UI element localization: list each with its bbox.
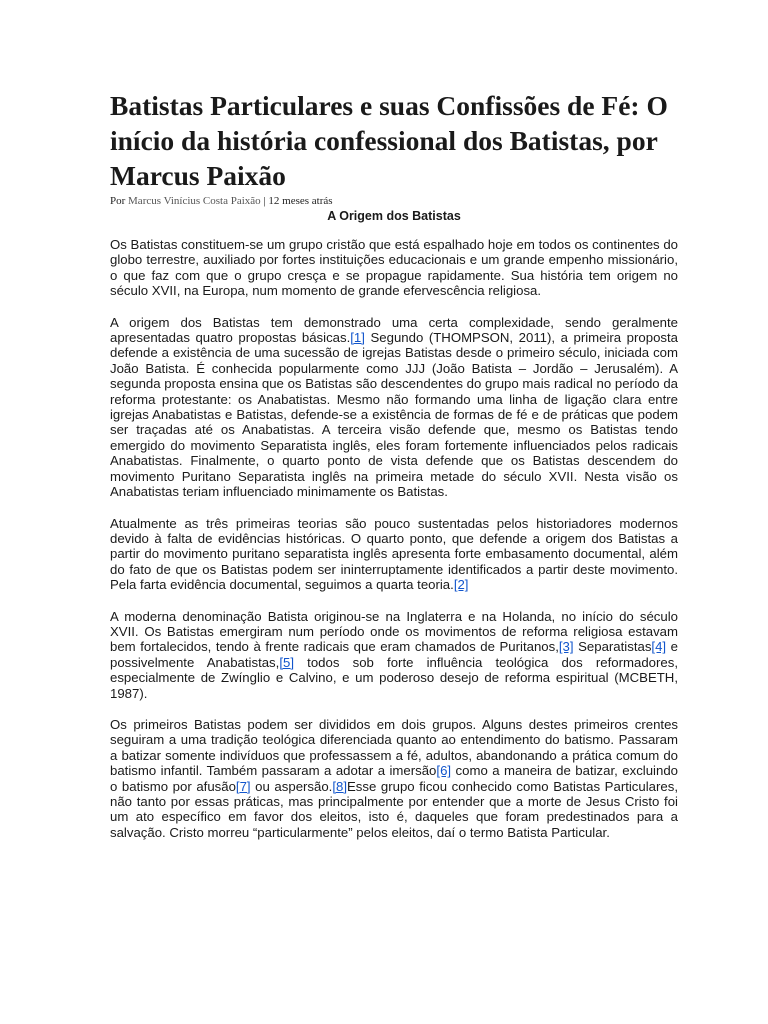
footnote-link-2[interactable]: [2] — [453, 577, 469, 593]
paragraph — [110, 315, 678, 500]
author-name[interactable]: Marcus Vinícius Costa Paixão — [128, 195, 261, 207]
footnote-link-1[interactable]: [1] — [350, 330, 365, 346]
paragraph — [110, 516, 678, 593]
footnote-link-7[interactable]: [7] — [235, 778, 251, 794]
paragraph-text: A origem dos Batistas tem demonstrado uma certa complexidade, sendo geralmente apresentadas quatro propostas básicas. — [110, 314, 678, 346]
paragraph-text: como a maneira de batizar, excluindo o batismo por afusão — [110, 763, 678, 794]
paragraph — [110, 609, 678, 701]
post-time: 12 meses atrás — [268, 195, 333, 207]
paragraph-text: A moderna denominação Batista originou-se na Inglaterra e na Holanda, no início do século XVII. Os Batistas emergiram num período onde os movimentos de reforma religiosa estavam bem fortalecidos, tendo à frente radicais que eram chamados de Puritanos, — [110, 608, 678, 655]
paragraph-text: e possivelmente Anabatistas, — [110, 639, 678, 670]
article-body — [110, 237, 678, 856]
paragraph — [110, 237, 678, 299]
footnote-link-6[interactable]: [6] — [436, 763, 452, 779]
article-title: Batistas Particulares e suas Confissões de Fé: O início da história confessional dos Batistas, por Marcus Paixão — [110, 90, 668, 191]
paragraph-text: Os primeiros Batistas podem ser divididos em dois grupos. Alguns destes primeiros crentes seguiram a uma tradição teológica diferenciada quanto ao entendimento do batismo. Passaram a batizar somente indivíduos que professassem a fé, adultos, abandonando a prática comum do batismo infantil. Também passaram a adotar a imersão — [110, 716, 678, 779]
paragraph-text: Atualmente as três primeiras teorias são pouco sustentadas pelos historiadores modernos devido à falta de evidências históricas. O quarto ponto, que defende a origem dos Batistas a partir do movimento puritano separatista inglês apresenta forte embasamento documental, além do fato de que os Batistas podem ser ininterruptamente identificados a partir deste movimento. Pela farta evidência documental, seguimos a quarta teoria. — [110, 515, 678, 593]
section-heading: A Origem dos Batistas — [327, 209, 461, 223]
footnote-link-3[interactable]: [3] — [558, 639, 574, 655]
byline-separator: | — [263, 195, 266, 207]
footnote-link-4[interactable]: [4] — [651, 639, 667, 655]
paragraph-text: Os Batistas constituem-se um grupo cristão que está espalhado hoje em todos os continentes do globo terrestre, auxiliado por fortes instituições educacionais e um grande empenho missionário, o que faz com que o grupo cresça e se propague rapidamente. Sua história tem origem no século XVII, na Europa, num momento de grande efervescência religiosa. — [110, 237, 678, 299]
paragraph-text: ou aspersão. — [250, 778, 333, 794]
byline-prefix: Por — [110, 195, 126, 207]
paragraph-text: Esse grupo ficou conhecido como Batistas Particulares, não tanto por essas práticas, mas principalmente por entender que a morte de Jesus Cristo foi um ato específico em favor dos eleitos, isto é, daqueles que foram predestinados para a salvação. Cristo morreu “particularmente” pelos eleitos, daí o termo Batista Particular. — [110, 778, 678, 840]
paragraph-text: Separatistas — [573, 639, 652, 655]
footnote-link-8[interactable]: [8] — [332, 778, 348, 794]
byline — [110, 195, 333, 207]
paragraph-text: todos sob forte influência teológica dos reformadores, especialmente de Zwínglio e Calvino, e um poderoso desejo de reforma espiritual (MCBETH, 1987). — [110, 654, 678, 701]
paragraph-text: Segundo (THOMPSON, 2011), a primeira proposta defende a existência de uma sucessão de igrejas Batistas desde o primeiro século, iniciada com João Batista. É conhecida popularmente como JJJ (João Batista – Jordão – Jerusalém). A segunda proposta ensina que os Batistas são descendentes do grupo mais radical no período da reforma protestante: os Anabatistas. Mesmo não formando uma linha de ligação clara entre igrejas Anabatistas e Batistas, defende-se a existência de formas de fé e de práticas que podem ser traçadas até os Anabatistas. A terceira visão defende que, mesmo os Batistas tendo emergido do movimento Separatista inglês, eles foram fortemente influenciados pelos radicais Anabatistas. Finalmente, o quarto ponto de vista defende que os Batistas descendem do movimento Puritano Separatista inglês na primeira metade do século XVII. Nesta visão os Anabatistas teriam influenciado minimamente os Batistas. — [110, 330, 679, 500]
paragraph — [110, 717, 678, 840]
footnote-link-5[interactable]: [5] — [279, 654, 294, 670]
